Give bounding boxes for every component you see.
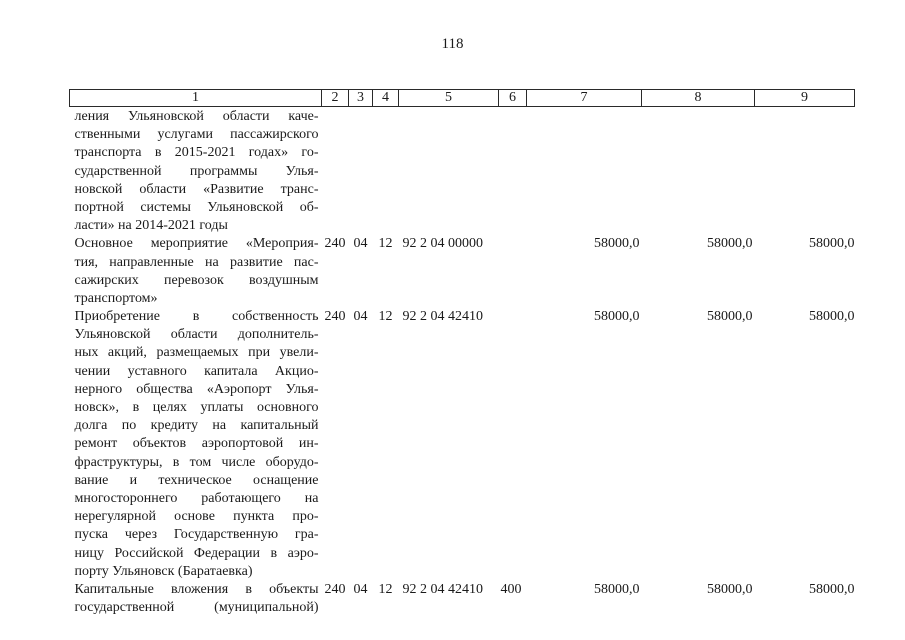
cell-subsection: 12 xyxy=(378,581,393,597)
table-row xyxy=(70,107,855,236)
name-line: многостороннего работающего на xyxy=(74,490,319,506)
cell-section: 04 xyxy=(353,309,368,325)
name-line: вание и техническое оснащение xyxy=(74,472,319,488)
cell-ministry-code xyxy=(322,107,349,236)
name-line: ницу Российской Федерации в аэро- xyxy=(74,545,319,561)
cell-amount-8: 58000,0 xyxy=(707,581,753,597)
cell-section: 04 xyxy=(353,581,368,597)
name-line: нерегулярной основе пункта про- xyxy=(74,509,319,525)
name-line: новской области «Развитие транс- xyxy=(74,181,319,197)
column-header-8: 8 xyxy=(642,90,755,107)
cell-amount-8: 58000,0 xyxy=(707,236,753,252)
cell-amount-9: 58000,0 xyxy=(809,309,855,325)
cell-expense-type xyxy=(499,235,527,308)
name-line: сударственной программы Улья- xyxy=(74,163,319,179)
name-line: транспортом» xyxy=(74,290,158,306)
name-line: государственной (муниципальной) xyxy=(74,600,319,616)
name-line: нерного общества «Аэропорт Улья- xyxy=(74,381,319,397)
row-name xyxy=(70,107,322,236)
column-header-9: 9 xyxy=(755,90,855,107)
name-line: пуска через Государственную гра- xyxy=(74,527,319,543)
cell-amount-7: 58000,0 xyxy=(594,236,640,252)
table-row xyxy=(70,581,855,617)
name-line: портной системы Ульяновской об- xyxy=(74,199,319,215)
cell-subsection xyxy=(373,107,399,236)
row-name xyxy=(70,581,322,617)
cell-amount-7: 58000,0 xyxy=(594,581,640,597)
budget-table xyxy=(69,89,855,617)
row-name xyxy=(70,235,322,308)
cell-amount-7: 58000,0 xyxy=(594,309,640,325)
name-line: порту Ульяновск (Баратаевка) xyxy=(74,563,253,579)
table-row xyxy=(70,308,855,581)
name-line: Приобретение в собственность xyxy=(74,309,319,325)
cell-amount-8: 58000,0 xyxy=(707,309,753,325)
name-line: тия, направленные на развитие пас- xyxy=(74,254,319,270)
cell-amount-9 xyxy=(755,107,855,236)
name-line: ственными услугами пассажирского xyxy=(74,127,319,143)
name-line: ления Ульяновской области каче- xyxy=(74,109,319,124)
column-header-6: 6 xyxy=(499,90,527,107)
column-header-1: 1 xyxy=(70,90,322,107)
cell-target-article xyxy=(399,107,499,236)
name-line: новск», в целях уплаты основного xyxy=(74,400,319,415)
column-header-7: 7 xyxy=(527,90,642,107)
name-line: Основное мероприятие «Мероприя- xyxy=(74,236,319,252)
cell-amount-9: 58000,0 xyxy=(809,581,855,597)
cell-section xyxy=(349,107,373,236)
name-line: Ульяновской области дополнитель- xyxy=(74,327,319,343)
cell-target-article: 92 2 04 00000 xyxy=(402,236,483,252)
table-body xyxy=(70,107,855,618)
cell-amount-7 xyxy=(527,107,642,236)
cell-ministry-code: 240 xyxy=(324,309,346,325)
column-header-3: 3 xyxy=(349,90,373,107)
column-header-2: 2 xyxy=(322,90,349,107)
table-header-row xyxy=(70,90,855,107)
cell-amount-9: 58000,0 xyxy=(809,236,855,252)
row-name xyxy=(70,308,322,581)
column-header-5: 5 xyxy=(399,90,499,107)
name-line: ных акций, размещаемых при увели- xyxy=(74,345,319,361)
cell-subsection: 12 xyxy=(378,309,393,325)
name-line: ремонт объектов аэропортовой ин- xyxy=(74,436,319,452)
table-row xyxy=(70,235,855,308)
column-header-4: 4 xyxy=(373,90,399,107)
cell-expense-type xyxy=(499,107,527,236)
name-line: чении уставного капитала Акцио- xyxy=(74,363,319,379)
cell-subsection: 12 xyxy=(378,236,393,252)
cell-target-article: 92 2 04 42410 xyxy=(402,581,483,597)
cell-expense-type: 400 xyxy=(500,581,522,597)
cell-ministry-code: 240 xyxy=(324,236,346,252)
cell-target-article: 92 2 04 42410 xyxy=(402,309,483,325)
name-line: транспорта в 2015-2021 годах» го- xyxy=(74,145,319,161)
name-line: Капитальные вложения в объекты xyxy=(74,581,319,597)
page-number: 118 xyxy=(441,36,464,52)
name-line: ласти» на 2014-2021 годы xyxy=(74,218,228,234)
cell-expense-type xyxy=(499,308,527,581)
cell-section: 04 xyxy=(353,236,368,252)
cell-amount-8 xyxy=(642,107,755,236)
name-line: сажирских перевозок воздушным xyxy=(74,272,319,288)
cell-ministry-code: 240 xyxy=(324,581,346,597)
name-line: фраструктуры, в том числе оборудо- xyxy=(74,454,319,470)
name-line: долга по кредиту на капитальный xyxy=(74,418,319,434)
